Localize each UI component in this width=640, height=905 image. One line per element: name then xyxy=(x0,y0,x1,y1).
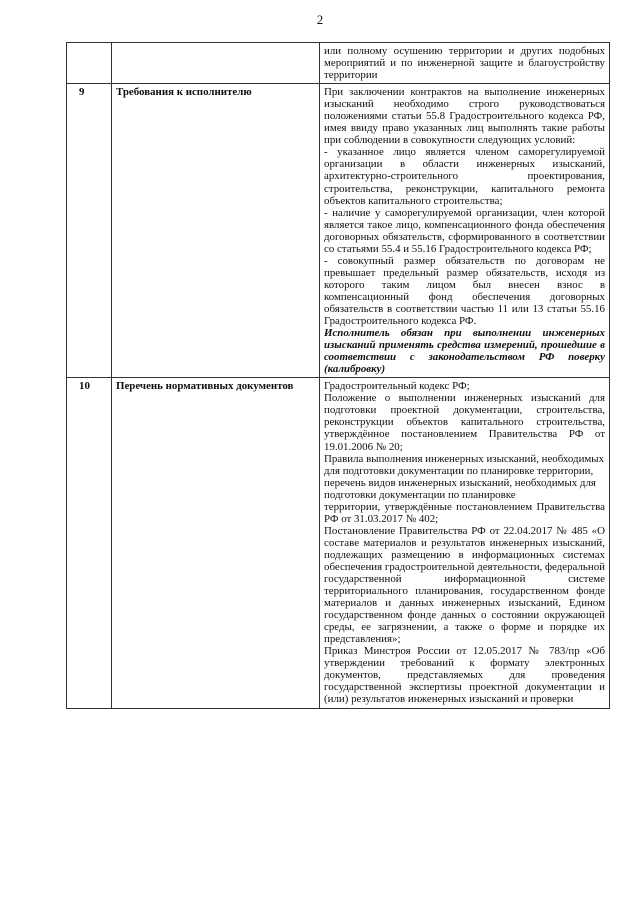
row-number: 9 xyxy=(67,84,112,378)
list-item: - совокупный размер обязательств по договорам не превышает предельный размер обязательств, исходя из которого таким лицом был внесен взнос в компенсационный фонд обеспечения договорных обязательств в соответствии частью 11 или 13 статьи 55.16 Градостроительного кодекса РФ. xyxy=(324,254,605,328)
requirements-table xyxy=(66,42,610,709)
table-row xyxy=(67,378,610,708)
page-number: 2 xyxy=(316,12,324,27)
emphasis-paragraph: Исполнитель обязан при выполнении инженерных изысканий применять средства измерений, прошедшие в соответствии с законодательством РФ поверку (калибровку) xyxy=(324,327,605,376)
row-number: 10 xyxy=(67,378,112,708)
list-item: Положение о выполнении инженерных изысканий для подготовки проектной документации, строительства, реконструкции объектов капитального строительства, утверждённое постановлением Правительства РФ от 19.01.2006 № 20; xyxy=(324,392,605,453)
row-number xyxy=(67,43,112,84)
list-item: территории, утверждённые постановлением Правительства РФ от 31.03.2017 № 402; xyxy=(324,500,605,525)
row-title: Перечень нормативных документов xyxy=(112,378,320,708)
list-item: - наличие у саморегулируемой организации, член которой является такое лицо, компенсационного фонда обеспечения договорных обязательств, сформированного в соответствии со статьями 55.4 и 55.16 Градостроительного кодекса РФ; xyxy=(324,206,605,255)
table-row xyxy=(67,84,610,378)
list-item: Градостроительный кодекс РФ; xyxy=(324,380,470,393)
list-item: Приказ Минстроя России от 12.05.2017 № 783/пр «Об утверждении требований к формату электронных документов, представляемых для проведения государственной экспертизы проектной документации и (или) результатов инженерных изысканий и проверки xyxy=(324,645,605,706)
row-content xyxy=(320,378,610,708)
table-row xyxy=(67,43,610,84)
row-title: Требования к исполнителю xyxy=(112,84,320,378)
row-title xyxy=(112,43,320,84)
list-item: - указанное лицо является членом саморегулируемой организации в области инженерных изысканий, архитектурно-строительного проектирования, строительства, реконструкции, капитального ремонта объектов капитального строительства; xyxy=(324,146,605,207)
list-item: Правила выполнения инженерных изысканий, необходимых для подготовки документации по планировке территории, перечень видов инженерных изысканий, необходимых для подготовки документации по планировке xyxy=(324,452,605,501)
paragraph: или полному осушению территории и других подобных мероприятий и по инженерной защите и благоустройству территории xyxy=(324,45,605,82)
row-content xyxy=(320,43,610,84)
paragraph: При заключении контрактов на выполнение инженерных изысканий необходимо строго руководствоваться положениями статьи 55.8 Градостроительного кодекса РФ, имея ввиду право указанных лиц выполнять такие работы при соблюдении в совокупности следующих условий: xyxy=(324,86,605,147)
list-item: Постановление Правительства РФ от 22.04.2017 № 485 «О составе материалов и результатов инженерных изысканий, подлежащих размещению в информационных системах обеспечения градостроительной деятельности, федеральной государственной информационной системе территориального планирования, государственном фонде материалов и данных инженерных изысканий, Едином государственном фонде данных о состоянии окружающей среды, ее загрязнении, а также о форме и порядке их представления»; xyxy=(324,524,605,646)
row-content xyxy=(320,84,610,378)
